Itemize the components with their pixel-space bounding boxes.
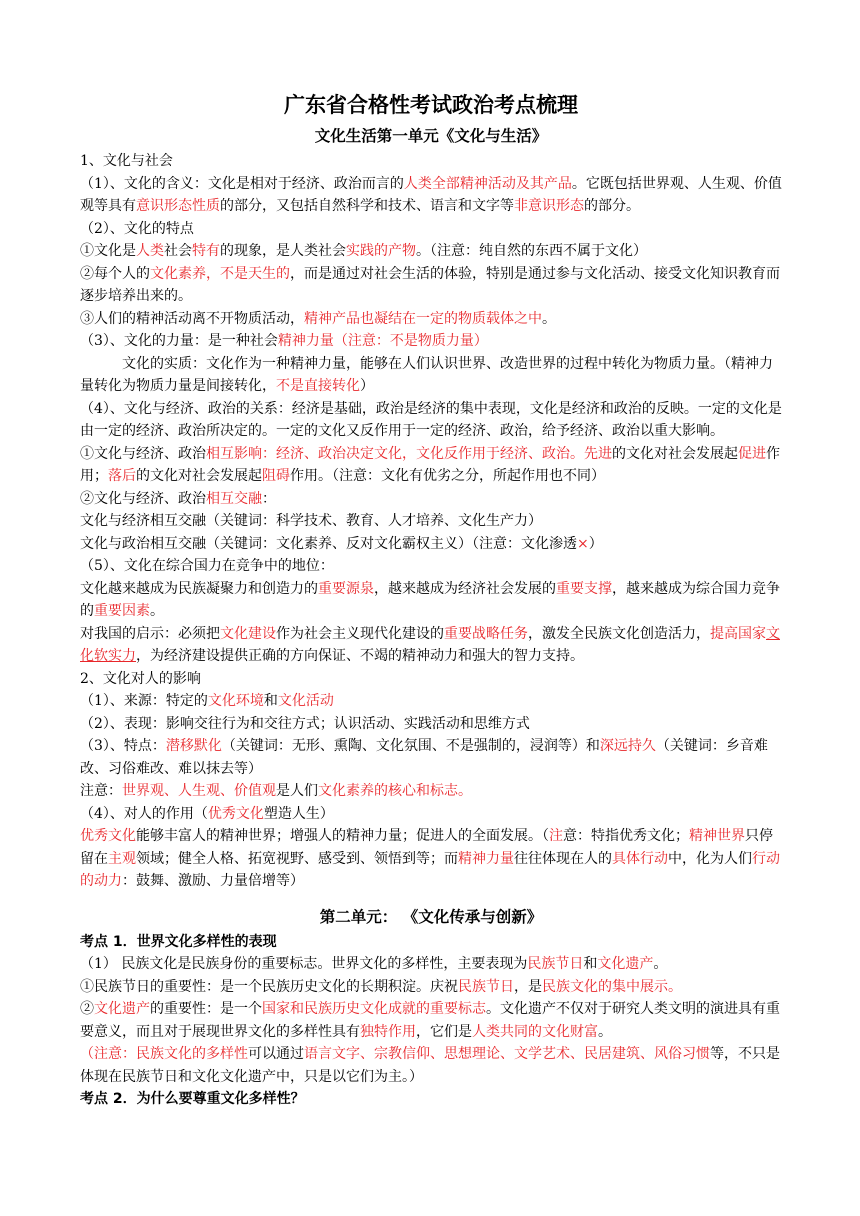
highlighted-text: 精神力量: [458, 850, 514, 867]
highlighted-text: 独特作用: [360, 1023, 416, 1040]
highlighted-text: 语言文字、宗教信仰、思想理论、文学艺术、民居建筑、风俗习惯: [304, 1046, 710, 1062]
paragraph-line: [80, 931, 782, 954]
body-text: ：鼓舞、激励、力量倍增等）: [122, 873, 304, 889]
body-text: 中，化为人们: [668, 850, 752, 867]
body-text: 文化的实质：文化作为一种精神力量，能够在人们认识世界、改造世界的过程中转化为物质力量。（精神力量转化为物质力量是间接转化，: [80, 355, 773, 394]
highlighted-text: 提高国家: [710, 625, 766, 642]
highlighted-text: 具体行动: [612, 850, 668, 867]
highlighted-text: 行动的动力: [80, 850, 780, 889]
highlighted-text: ×: [577, 535, 589, 552]
paragraph-line: [80, 690, 782, 713]
body-text: 文化越来越成为民族凝聚力和创造力的: [80, 580, 318, 597]
body-text: ②每个人的: [80, 265, 150, 282]
body-text: ）: [360, 378, 374, 394]
paragraph-line: [80, 510, 782, 533]
paragraph-line: [80, 533, 782, 556]
body-text: 。: [653, 956, 668, 972]
highlighted-text: 文化遗产: [597, 956, 654, 972]
body-text: （4）、文化与经济、政治的关系：经济是基础，政治是经济的集中表现，文化是经济和政治的反映。一定的文化是由一定的经济、政治所决定的。一定的文化又反作用于一定的经济、政治，给予经济、政治以重大影响。: [80, 400, 782, 439]
body-text: 文化与政治相互交融（关键词：文化素养、反对文化霸权主义）（注意：文化渗透: [80, 535, 577, 552]
paragraph-line: [80, 1088, 782, 1111]
highlighted-text: 精神产品也凝结在一定的物质载体之中: [304, 310, 542, 327]
highlighted-text: 意识形态性质: [136, 198, 220, 214]
body-text: ，越来越成为经济社会发展的: [374, 580, 556, 597]
paragraph-line: [80, 330, 782, 353]
paragraph-line: [80, 953, 782, 976]
body-text: ，它们是: [416, 1023, 472, 1040]
paragraph-line: [80, 825, 782, 893]
unit2-body: [80, 931, 782, 1111]
paragraph-line: [80, 218, 782, 241]
body-text: 的文化对社会发展起: [136, 468, 262, 484]
bold-heading-text: 考点 1．世界文化多样性的表现: [80, 933, 277, 950]
highlighted-text: 特有: [192, 243, 220, 259]
highlighted-text: 文化活动: [277, 693, 334, 709]
body-text: 。: [150, 603, 164, 619]
paragraph-line: [80, 308, 782, 331]
body-text: ，越来越成为综合国力竞争的: [80, 580, 780, 619]
highlighted-text: （注意：: [80, 1046, 136, 1062]
highlighted-text: 重要支撑: [556, 580, 612, 597]
highlighted-text: 文化素养的核心和标志。: [318, 783, 472, 799]
highlighted-text: 民族节日: [458, 978, 514, 995]
body-text: 1、文化与社会: [80, 153, 173, 169]
body-text: ③人们的精神活动离不开物质活动，: [80, 310, 304, 327]
paragraph-line: [80, 803, 782, 826]
paragraph-line: [80, 713, 782, 736]
highlighted-text: 重要源泉: [318, 580, 374, 597]
body-text: （2）、文化的特点: [80, 220, 194, 237]
unit1-body: [80, 150, 782, 893]
body-text: （3）、特点：: [80, 738, 166, 754]
highlighted-text: 民族文化的集中展示。: [542, 978, 682, 995]
body-text: 对我国的启示：必须把: [80, 625, 220, 642]
highlighted-text: 精神力量（注意：不是物质力量）: [277, 333, 488, 349]
body-text: ①民族节日的重要性：是一个民族历史文化的长期积淀。庆祝: [80, 978, 458, 995]
paragraph-line: [80, 398, 782, 443]
body-text: 文化与经济相互交融（关键词：科学技术、教育、人才培养、文化生产力）: [80, 513, 542, 529]
highlighted-text: 精神世界: [689, 828, 745, 844]
highlighted-text: 文化环境: [207, 693, 264, 709]
paragraph-line: [80, 443, 782, 488]
body-text: ，是: [514, 978, 542, 995]
unit2-title: 第二单元： 《文化传承与创新》: [319, 907, 543, 926]
body-text: ①文化是: [80, 243, 136, 259]
highlighted-text: 世界观、人生观、价值观: [122, 783, 276, 799]
body-text: （5）、文化在综合国力在竞争中的地位：: [80, 558, 334, 574]
paragraph-line: [80, 623, 782, 668]
highlighted-text: 文化遗产: [94, 1001, 150, 1017]
highlighted-text: 优秀文化: [80, 828, 136, 844]
highlighted-text: 民族文化的多样性: [136, 1046, 248, 1062]
highlighted-text: 非意识形态: [514, 198, 584, 214]
body-text: 往往体现在人的: [514, 850, 612, 867]
paragraph-line: [80, 998, 782, 1043]
paragraph-line: [80, 353, 782, 398]
highlighted-text: 文化建设: [220, 625, 276, 642]
paragraph-line: [80, 240, 782, 263]
paragraph-line: [80, 578, 782, 623]
body-text: （1）、文化的含义：文化是相对于经济、政治而言的: [80, 175, 404, 192]
body-text: 能够丰富人的精神世界；增强人的精神力量；促进人的全面发展。（: [136, 828, 549, 844]
body-text: 作用。（注意：文化有优劣之分，所起作用也不同）: [290, 468, 605, 484]
body-text: 的部分，又包括自然科学和技术、语言和文字等: [220, 198, 514, 214]
body-text: 只停留在: [80, 828, 773, 867]
highlighted-text: 注: [549, 828, 563, 844]
bold-heading-text: 考点 2．为什么要尊重文化多样性？: [80, 1091, 305, 1107]
highlighted-text: 相互交融: [206, 490, 262, 507]
body-text: 的重要性：是一个: [150, 1001, 262, 1017]
body-text: 。它既包括世界观、人生观、价值观等具有: [80, 175, 782, 214]
paragraph-line: [80, 1043, 782, 1088]
body-text: 2、文化对人的影响: [80, 670, 201, 687]
body-text: （3）、文化的力量：是一种社会: [80, 333, 278, 349]
highlighted-text: 重要战略任务: [444, 625, 528, 642]
body-text: 注意：: [80, 783, 122, 799]
body-text: ②: [80, 1001, 94, 1017]
paragraph-line: [80, 668, 782, 691]
paragraph-line: [80, 263, 782, 308]
body-text: 塑造人生）: [263, 805, 334, 822]
body-text: 的现象，是人类社会: [220, 243, 346, 259]
body-text: （1）、来源：特定的: [80, 693, 208, 709]
body-text: 是人们: [276, 783, 318, 799]
body-text: （关键词：乡音难改、习俗难改、难以抹去等）: [80, 738, 768, 777]
highlighted-text: 人类全部精神活动及其产品: [403, 175, 572, 192]
body-text: （4）、对人的作用（: [80, 805, 208, 822]
body-text: 。文化遗产不仅对于研究人类文明的演进具有重要意义，而且对于展现世界文化的多样性具有: [80, 1001, 780, 1040]
highlighted-text: 民族节日: [527, 956, 584, 972]
body-text: 意：特指优秀文化；: [563, 828, 689, 844]
highlighted-text: 相互影响：经济、政治决定文化，文化反作用于经济、政治。先进: [206, 445, 612, 462]
paragraph-line: [80, 150, 782, 173]
body-text: 和: [583, 956, 598, 972]
body-text: ①文化与经济、政治: [80, 445, 206, 462]
body-text: （1） 民族文化是民族身份的重要标志。世界文化的多样性，主要表现为: [80, 956, 528, 972]
body-text: 领域；健全人格、拓宽视野、感受到、领悟到等；而: [136, 850, 458, 867]
highlighted-text: 国家和民族历史文化成就的重要标志: [262, 1001, 486, 1017]
body-text: 。: [542, 310, 556, 327]
unit1-title: 文化生活第一单元《文化与生活》: [314, 127, 548, 145]
body-text: 的部分。: [584, 198, 640, 214]
highlighted-text: 人类共同的文化财富: [472, 1023, 598, 1040]
body-text: 可以通过: [248, 1046, 304, 1062]
body-text: ）: [588, 535, 603, 552]
body-text: （关键词：无形、熏陶、文化氛围、不是强制的，浸润等）和: [221, 738, 600, 754]
highlighted-text: 文化素养，不是天生的: [150, 265, 290, 282]
body-text: ，为经济建设提供正确的方向保证、不竭的精神动力和强大的智力支持。: [136, 648, 584, 664]
body-text: 等，不只是体现在民族节日和文化文化遗产中，只是以它们为主。）: [80, 1046, 780, 1085]
highlighted-text: 促进: [738, 445, 766, 462]
body-text: ，而是通过对社会生活的体验，特别是通过参与文化活动、接受文化知识教育而逐步培养出来的。: [80, 265, 780, 304]
highlighted-text: 人类: [136, 243, 164, 259]
highlighted-text: 主观: [108, 850, 136, 867]
body-text: ，激发全民族文化创造活力，: [528, 625, 710, 642]
body-text: （2）、表现：影响交往行为和交往方式；认识活动、实践活动和思维方式: [80, 715, 530, 732]
highlighted-text: 阻碍: [262, 468, 290, 484]
body-text: 。（注意：纯自然的东西不属于文化）: [416, 243, 647, 259]
body-text: ：: [262, 490, 276, 507]
paragraph-line: [80, 976, 782, 999]
highlighted-text: 落后: [108, 468, 136, 484]
body-text: 。: [598, 1023, 612, 1040]
body-text: 的文化对社会发展起: [612, 445, 738, 462]
paragraph-line: [80, 735, 782, 780]
highlighted-text: 实践的产物: [346, 243, 416, 259]
highlighted-text: 文化软实力: [80, 625, 780, 664]
highlighted-text: 重要因素: [94, 603, 150, 619]
highlighted-text: 不是直接转化: [276, 378, 360, 394]
highlighted-text: 优秀文化: [207, 805, 264, 822]
body-text: 作为社会主义现代化建设的: [276, 625, 444, 642]
paragraph-line: [80, 555, 782, 578]
paragraph-line: [80, 780, 782, 803]
highlighted-text: 潜移默化: [165, 738, 222, 754]
highlighted-text: 深远持久: [599, 738, 656, 754]
paragraph-line: [80, 173, 782, 218]
body-text: 作用；: [80, 445, 780, 484]
body-text: ②文化与经济、政治: [80, 490, 206, 507]
body-text: 和: [263, 693, 278, 709]
body-text: 社会: [164, 243, 192, 259]
paragraph-line: [80, 488, 782, 511]
document-title: 广东省合格性考试政治考点梳理: [284, 93, 578, 117]
